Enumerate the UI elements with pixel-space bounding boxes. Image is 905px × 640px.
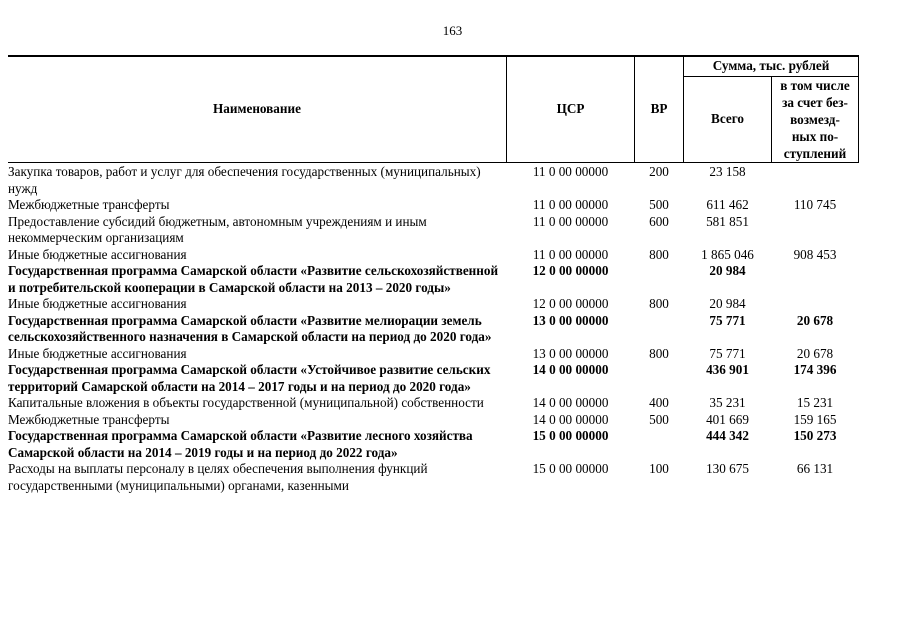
header-incl-line: за счет без- [782, 95, 848, 110]
row-including: 159 165 [793, 411, 837, 427]
table-row [8, 163, 859, 198]
row-total: 401 669 [706, 411, 749, 427]
row-including: 110 745 [793, 197, 837, 212]
header-csr: ЦСР [507, 56, 635, 163]
row-csr: 13 0 00 00000 [532, 312, 609, 328]
row-name: Государственная программа Самарской области «Развитие мелиорации земель сельскохозяйственного назначения в Самарской области на период до 2020 года» [8, 312, 492, 344]
table-header [8, 56, 859, 163]
row-vr: 200 [649, 164, 669, 179]
row-name: Предоставление субсидий бюджетным, автономным учреждениям и иным некоммерческим организациям [8, 213, 427, 245]
header-name: Наименование [8, 56, 507, 163]
program-row [8, 362, 859, 395]
program-row [8, 263, 859, 296]
row-including: 908 453 [793, 246, 837, 262]
row-csr: 13 0 00 00000 [532, 345, 609, 361]
row-name: Капитальные вложения в объекты государственной (муниципальной) собственности [8, 395, 484, 410]
row-including [772, 263, 859, 296]
row-vr [635, 428, 684, 461]
row-csr: 12 0 00 00000 [532, 296, 609, 311]
header-incl-line: в том числе [780, 78, 850, 93]
row-vr: 800 [649, 345, 669, 361]
row-name: Государственная программа Самарской области «Развитие лесного хозяйства Самарской области на 2014 – 2019 годы и на период до 2022 года» [8, 428, 473, 460]
row-vr: 100 [649, 461, 669, 476]
row-total: 20 984 [709, 296, 746, 311]
row-name: Государственная программа Самарской области «Устойчивое развитие сельских территорий Самарской области на 2014 – 2017 годы и на период до 2020 года» [8, 362, 491, 394]
row-name: Межбюджетные трансферты [8, 411, 170, 427]
row-name: Иные бюджетные ассигнования [8, 345, 187, 361]
table-row [8, 346, 859, 363]
row-including: 15 231 [796, 395, 834, 410]
row-vr: 400 [649, 395, 669, 410]
row-including [772, 296, 859, 313]
row-including: 20 678 [796, 345, 834, 361]
row-csr: 15 0 00 00000 [532, 461, 609, 476]
row-total: 35 231 [709, 395, 746, 410]
header-incl-line: ступлений [783, 146, 847, 161]
row-name: Иные бюджетные ассигнования [8, 296, 187, 311]
header-vr: ВР [635, 56, 684, 163]
program-row [8, 313, 859, 346]
row-total: 611 462 [706, 197, 749, 212]
table-row [8, 395, 859, 412]
header-sum: Сумма, тыс. рублей [684, 56, 859, 77]
row-csr: 15 0 00 00000 [532, 428, 609, 443]
row-csr: 11 0 00 00000 [532, 213, 609, 229]
row-csr: 14 0 00 00000 [532, 395, 609, 410]
row-including: 66 131 [796, 461, 834, 476]
table-row [8, 197, 859, 214]
row-csr: 11 0 00 00000 [532, 164, 609, 179]
row-csr: 11 0 00 00000 [532, 246, 609, 262]
header-incl-line: возмезд- [790, 112, 840, 127]
row-csr: 14 0 00 00000 [532, 362, 609, 377]
row-total: 1 865 046 [701, 246, 754, 262]
header-total: Всего [684, 77, 772, 163]
row-total: 75 771 [709, 312, 746, 328]
row-name: Межбюджетные трансферты [8, 197, 170, 212]
row-total: 23 158 [709, 164, 746, 179]
row-vr [635, 362, 684, 395]
table-row [8, 247, 859, 264]
row-csr: 14 0 00 00000 [532, 411, 609, 427]
row-including [772, 163, 859, 198]
row-total: 75 771 [709, 345, 746, 361]
row-vr: 600 [649, 213, 669, 229]
page-number: 163 [442, 23, 463, 38]
header-including-gratuitous [772, 77, 859, 163]
row-total: 20 984 [709, 263, 746, 278]
row-name: Государственная программа Самарской области «Развитие сельскохозяйственной и потребительской кооперации в Самарской области на 2013 – 2020 годы» [8, 263, 499, 295]
row-vr: 800 [649, 296, 669, 311]
row-including: 150 273 [793, 428, 837, 443]
row-total: 436 901 [706, 362, 749, 377]
row-name: Закупка товаров, работ и услуг для обеспечения государственных (муниципальных) нужд [8, 164, 481, 196]
row-total: 581 851 [706, 213, 749, 229]
table-row [8, 412, 859, 429]
row-including: 20 678 [796, 312, 834, 328]
row-vr: 500 [649, 197, 669, 212]
budget-table [8, 55, 859, 494]
table-row [8, 296, 859, 313]
row-vr [635, 263, 684, 296]
header-incl-line: ных по- [791, 129, 839, 144]
row-total: 130 675 [706, 461, 749, 476]
row-csr: 11 0 00 00000 [532, 197, 609, 212]
table-body [8, 163, 859, 495]
row-name: Расходы на выплаты персоналу в целях обеспечения выполнения функций государственными (муниципальными) органами, казенными [8, 461, 428, 493]
row-csr: 12 0 00 00000 [532, 263, 609, 278]
row-vr: 500 [649, 411, 669, 427]
table-row [8, 214, 859, 247]
row-name: Иные бюджетные ассигнования [8, 246, 187, 262]
row-including: 174 396 [793, 362, 837, 377]
row-total: 444 342 [706, 428, 749, 443]
table-row [8, 461, 859, 494]
row-including [772, 214, 859, 247]
row-vr [635, 313, 684, 346]
row-vr: 800 [649, 246, 669, 262]
program-row [8, 428, 859, 461]
